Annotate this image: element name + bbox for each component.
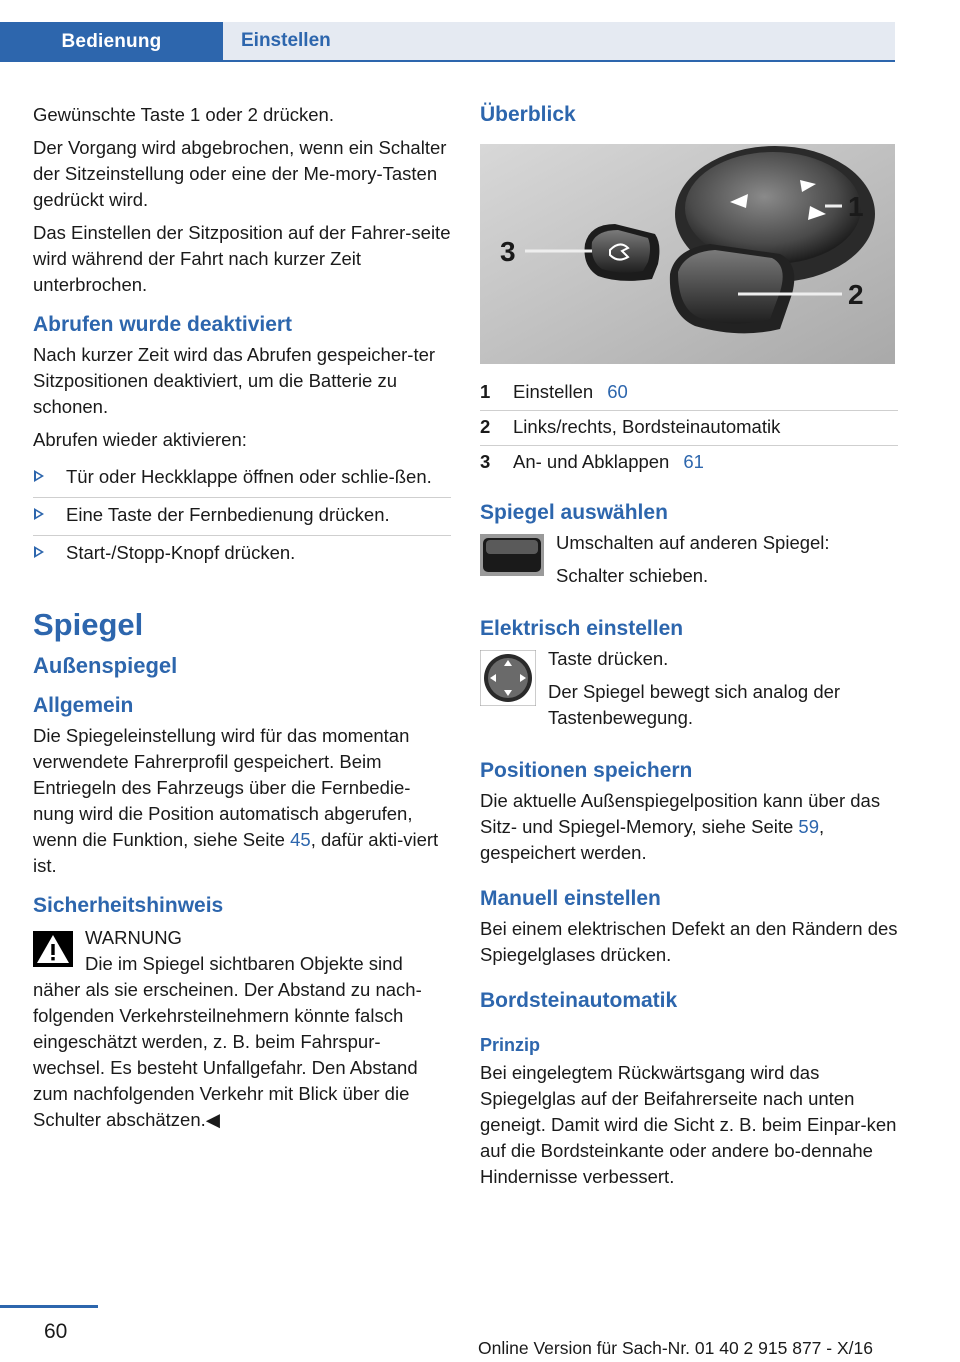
legend-row	[480, 411, 898, 446]
paragraph: Taste drücken.	[548, 648, 669, 669]
heading-positionen-speichern: Positionen speichern	[480, 759, 693, 782]
tab-bedienung[interactable]: Bedienung	[0, 22, 223, 62]
photo-label-2: 2	[848, 279, 864, 310]
list-item	[33, 460, 451, 498]
heading-ueberblick: Überblick	[480, 103, 576, 126]
right-column	[480, 102, 898, 1197]
mirror-select-switch-icon	[480, 534, 544, 576]
tab-einstellen[interactable]: Einstellen	[223, 22, 895, 62]
page-number: 60	[44, 1320, 68, 1343]
paragraph-text: , dafür akti‐viert ist.	[33, 829, 439, 876]
legend-number: 1	[480, 381, 491, 402]
legend-number: 3	[480, 451, 491, 472]
legend-text: Links/rechts, Bordsteinautomatik	[513, 416, 781, 437]
heading-aussenspiegel: Außenspiegel	[33, 653, 178, 678]
footer-accent-line	[0, 1305, 98, 1308]
mirror-adjust-knob-icon	[480, 650, 536, 706]
paragraph: Schalter schieben.	[556, 565, 709, 586]
legend-text: Einstellen	[513, 381, 594, 402]
paragraph	[33, 723, 451, 879]
warning-title: WARNUNG	[85, 927, 182, 948]
legend-text: An- und Abklappen	[513, 451, 670, 472]
heading-prinzip: Prinzip	[480, 1035, 541, 1055]
heading-spiegel: Spiegel	[33, 607, 144, 642]
list-item	[33, 498, 451, 536]
heading-elektrisch-einstellen: Elektrisch einstellen	[480, 617, 684, 640]
warning-text-wrap	[33, 951, 451, 1133]
warning-text: Die im Spiegel sichtbaren Objekte sind näher als sie erscheinen. Der Abstand zu nach‐folgenden Verkehrsteilnehmern könnte falsch eingeschätzt werden, z. B. beim Fahrspur‐wechsel. Es besteht Unfallgefahr. Den Abstand zum nachfolgenden Verkehr mit Blick über die Schulter abschätzen.◀	[33, 953, 422, 1130]
icon-paragraph-text	[548, 646, 898, 738]
paragraph	[480, 788, 898, 866]
list-item-text: Tür oder Heckklappe öffnen oder schlie‐ßen.	[66, 466, 432, 487]
paragraph-text: , gespeichert werden.	[480, 816, 825, 863]
page-link-59[interactable]: 59	[798, 816, 819, 837]
photo-label-1: 1	[848, 191, 864, 222]
triangle-bullet-icon	[34, 508, 44, 520]
heading-allgemein: Allgemein	[33, 694, 134, 717]
list-item-text: Eine Taste der Fernbedienung drücken.	[66, 504, 390, 525]
mirror-switch-illustration	[480, 144, 895, 364]
icon-paragraph	[480, 530, 898, 596]
icon-paragraph	[480, 646, 898, 738]
paragraph: Der Vorgang wird abgebrochen, wenn ein Schalter der Sitzeinstellung oder eine der Me‐mory-Tasten gedrückt wird.	[33, 137, 447, 210]
chapter-tab-bar	[0, 22, 895, 62]
photo-label-3: 3	[500, 236, 516, 267]
legend-number: 2	[480, 416, 491, 437]
triangle-bullet-icon	[34, 546, 44, 558]
paragraph: Abrufen wieder aktivieren:	[33, 429, 247, 450]
legend-row	[480, 446, 898, 480]
heading-spiegel-auswaehlen: Spiegel auswählen	[480, 501, 668, 524]
legend-list	[480, 376, 898, 480]
heading-sicherheitshinweis: Sicherheitshinweis	[33, 894, 224, 917]
paragraph: Umschalten auf anderen Spiegel:	[556, 532, 830, 553]
paragraph: Gewünschte Taste 1 oder 2 drücken.	[33, 104, 334, 125]
icon-paragraph-text	[556, 530, 830, 596]
heading-manuell-einstellen: Manuell einstellen	[480, 887, 661, 910]
page-link-60[interactable]: 60	[607, 381, 628, 402]
page-link-45[interactable]: 45	[290, 829, 311, 850]
mirror-switch-photo	[480, 144, 895, 364]
page-link-61[interactable]: 61	[683, 451, 704, 472]
paragraph: Nach kurzer Zeit wird das Abrufen gespeicher‐ter Sitzpositionen deaktiviert, um die Batterie zu schonen.	[33, 344, 436, 417]
warning-icon	[33, 931, 73, 967]
paragraph-text: Die Spiegeleinstellung wird für das momentan verwendete Fahrerprofil gespeichert. Beim Entriegeln des Fahrzeugs über die Fernbedie‐nung wird die Position automatisch abgerufen, wenn die Funktion, siehe Seite	[33, 725, 413, 850]
paragraph-text: Die aktuelle Außenspiegelposition kann über das Sitz- und Spiegel-Memory, siehe Seite	[480, 790, 881, 837]
left-column	[33, 102, 451, 1133]
paragraph: Bei eingelegtem Rückwärtsgang wird das Spiegelglas auf der Beifahrerseite nach unten geneigt. Damit wird die Sicht z. B. beim Einpar‐ken auf die Bordsteinkante oder andere bo‐dennahe Hindernisse verbessert.	[480, 1062, 897, 1187]
list-item	[33, 536, 451, 573]
bullet-list	[33, 460, 451, 573]
paragraph: Bei einem elektrischen Defekt an den Rändern des Spiegelglases drücken.	[480, 918, 898, 965]
warning-block	[33, 925, 451, 1133]
list-item-text: Start-/Stopp-Knopf drücken.	[66, 542, 296, 563]
legend-row	[480, 376, 898, 411]
footer-online-version: Online Version für Sach-Nr. 01 40 2 915 877 - X/16	[478, 1338, 873, 1358]
paragraph: Der Spiegel bewegt sich analog der Tastenbewegung.	[548, 681, 841, 728]
triangle-bullet-icon	[34, 470, 44, 482]
paragraph: Das Einstellen der Sitzposition auf der Fahrer‐seite wird während der Fahrt nach kurzer Zeit unterbrochen.	[33, 222, 451, 295]
heading-abrufen-deaktiviert: Abrufen wurde deaktiviert	[33, 313, 293, 336]
heading-bordsteinautomatik: Bordsteinautomatik	[480, 989, 678, 1012]
